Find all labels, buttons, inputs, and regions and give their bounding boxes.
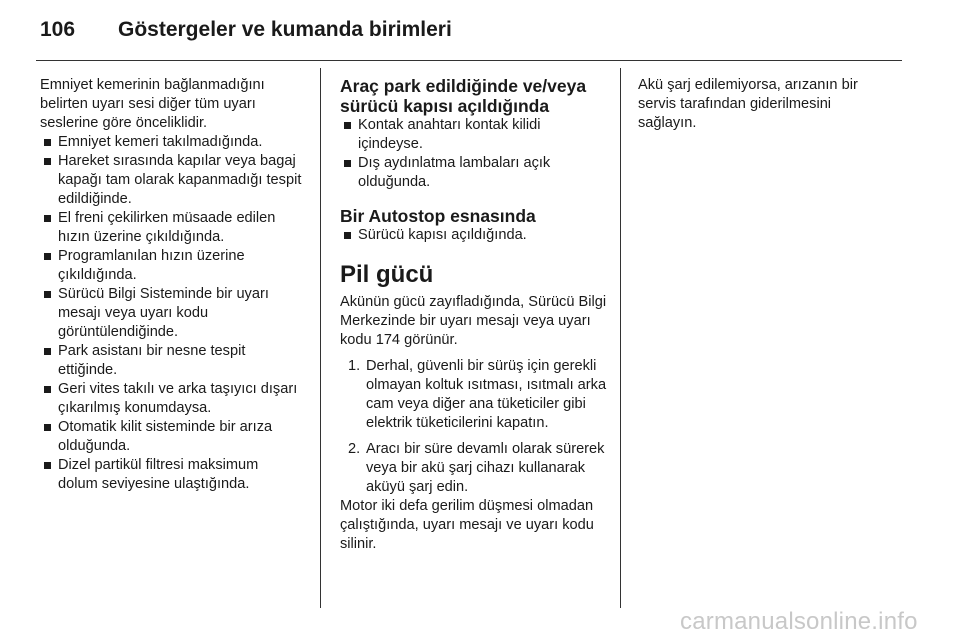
list-item: Park asistanı bir nesne tespit ettiğinde. [40,342,302,380]
list-item: Sürücü Bilgi Sisteminde bir uyarı mesajı veya uyarı kodu görüntülendiğinde. [40,285,302,342]
numbered-step [340,357,608,433]
list-item: Kontak anahtarı kontak kilidi içindeyse. [340,116,608,154]
step-number: 2. [348,441,361,457]
column-3 [638,76,888,133]
step-text: Derhal, güvenli bir sürüş için gerekli olmayan koltuk ısıtması, ısıtmalı arka cam veya diğer ana tüketiciler gibi elektrik tüketicilerini kapatın. [366,358,607,431]
subheading-parked: Araç park edildiğinde ve/veya sürücü kapısı açıldığında [340,76,587,116]
list-item: El freni çekilirken müsaade edilen hızın üzerine çıkıldığında. [40,209,302,247]
list-item: Emniyet kemeri takılmadığında. [40,133,302,152]
list-item: Hareket sırasında kapılar veya bagaj kapağı tam olarak kapanmadığı tespit edildiğinde. [40,152,302,209]
page-header-title: Göstergeler ve kumanda birimleri [118,18,452,41]
list-item: Programlanılan hızın üzerine çıkıldığında. [40,247,302,285]
column-divider-1 [320,68,321,608]
section-title: Pil gücü [340,261,434,288]
list-item: Dizel partikül filtresi maksimum dolum seviyesine ulaştığında. [40,456,302,494]
column-divider-2 [620,68,621,608]
intro-paragraph: Emniyet kemerinin bağlanmadığını belirten uyarı sesi diğer tüm uyarı seslerine göre önceliklidir. [40,77,265,131]
list-item: Otomatik kilit sisteminde bir arıza olduğunda. [40,418,302,456]
column-1 [40,76,302,494]
service-paragraph: Akü şarj edilemiyorsa, arızanın bir servis tarafından giderilmesini sağlayın. [638,77,858,131]
subheading-autostop: Bir Autostop esnasında [340,206,536,226]
list-item: Sürücü kapısı açıldığında. [340,226,608,245]
list-item: Geri vites takılı ve arka taşıyıcı dışarı çıkarılmış konumdaysa. [40,380,302,418]
list-item: Dış aydınlatma lambaları açık olduğunda. [340,154,608,192]
battery-paragraph: Akünün gücü zayıfladığında, Sürücü Bilgi Merkezinde bir uyarı mesajı veya uyarı kodu 174 görünür. [340,294,607,348]
step-number: 1. [348,358,361,374]
watermark-text: carmanualsonline.info [680,608,918,635]
column-2 [340,76,608,554]
numbered-step [340,440,608,497]
header-rule [36,60,902,61]
closing-paragraph: Motor iki defa gerilim düşmesi olmadan çalıştığında, uyarı mesajı ve uyarı kodu silinir. [340,498,594,552]
page-number: 106 [40,18,76,41]
step-text: Aracı bir süre devamlı olarak sürerek veya bir akü şarj cihazı kullanarak aküyü şarj edin. [366,441,605,495]
